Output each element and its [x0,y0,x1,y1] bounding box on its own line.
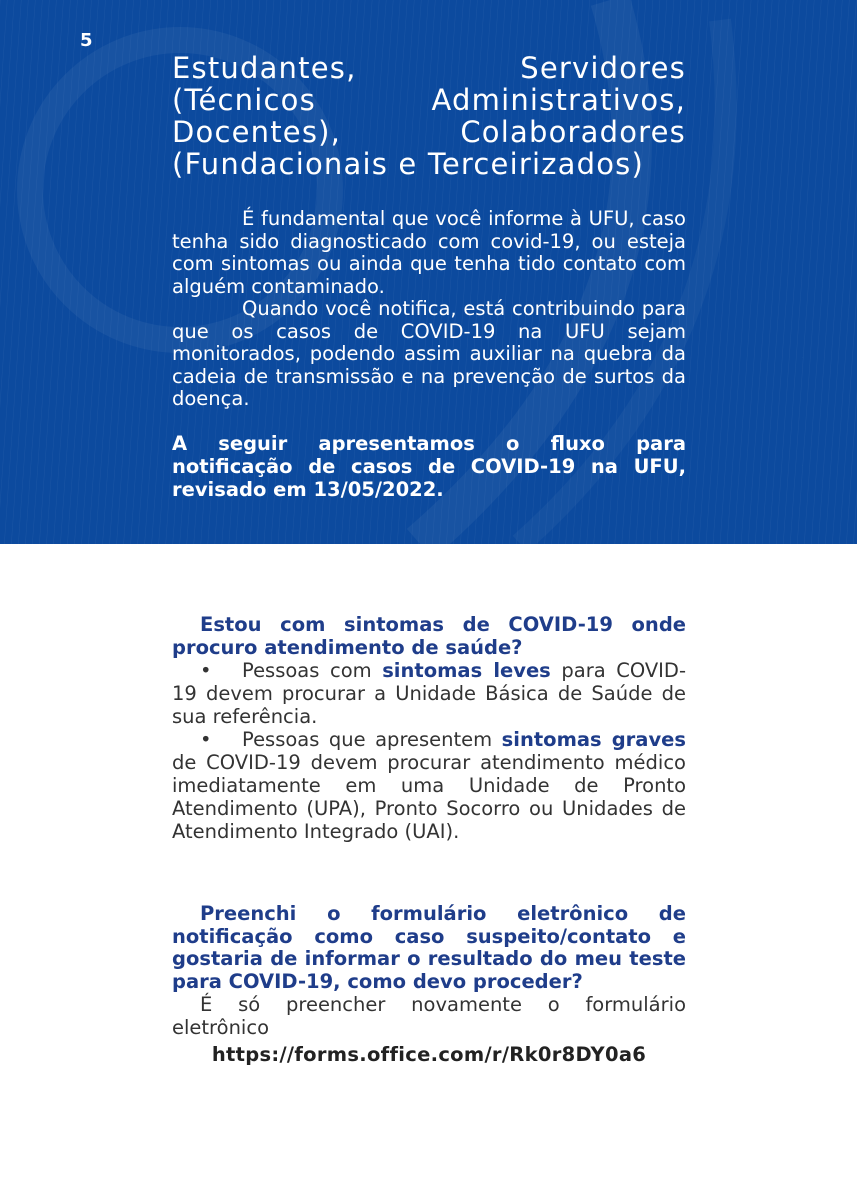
bullet-icon: • [200,728,212,751]
bullet-mild-symptoms [172,659,686,728]
symptoms-heading: Estou com sintomas de COVID-19 onde procuro atendimento de saúde? [172,613,686,659]
bullet-icon: • [200,659,212,682]
form-section [172,903,686,1066]
form-instruction-text: É só preencher novamente o formulário eletrônico [172,993,686,1039]
symptoms-section [172,614,686,843]
bullet-text: Pessoas com [242,659,383,682]
form-link[interactable]: https://forms.office.com/r/Rk0r8DY0a6 [211,1043,647,1066]
hero-highlight-text: A seguir apresentamos o fluxo para notificação de casos de COVID-19 na UFU, revisado em 13/05/2022. [172,432,686,501]
hero-paragraph-1: É fundamental que você informe à UFU, caso tenha sido diagnosticado com covid-19, ou esteja com sintomas ou ainda que tenha tido contato com alguém contaminado. [172,207,686,298]
highlight-severe-symptoms: sintomas graves [501,728,686,751]
bullet-text: de COVID-19 devem procurar atendimento médico imediatamente em uma Unidade de Pronto Atendimento (UPA), Pronto Socorro ou Unidades de Atendimento Integrado (UAI). [172,751,686,843]
bullet-text: para COVID-19 devem procurar a Unidade Básica de Saúde de sua referência. [172,659,686,728]
highlight-mild-symptoms: sintomas leves [382,659,551,682]
hero-banner [0,0,857,544]
bullet-severe-symptoms [172,728,686,843]
hero-paragraph-2: Quando você notifica, está contribuindo para que os casos de COVID-19 na UFU sejam monitorados, podendo assim auxiliar na quebra da cadeia de transmissão e na prevenção de surtos da doença. [172,297,686,410]
page-number: 5 [80,30,93,51]
form-heading: Preenchi o formulário eletrônico de notificação como caso suspeito/contato e gostaria de informar o resultado do meu teste para COVID-19, como devo proceder? [172,902,686,993]
hero-body [172,208,686,411]
page-title: Estudantes, Servidores (Técnicos Administrativos, Docentes), Colaboradores (Fundacionais e Terceirizados) [172,51,686,181]
bullet-text: Pessoas que apresentem [242,728,502,751]
